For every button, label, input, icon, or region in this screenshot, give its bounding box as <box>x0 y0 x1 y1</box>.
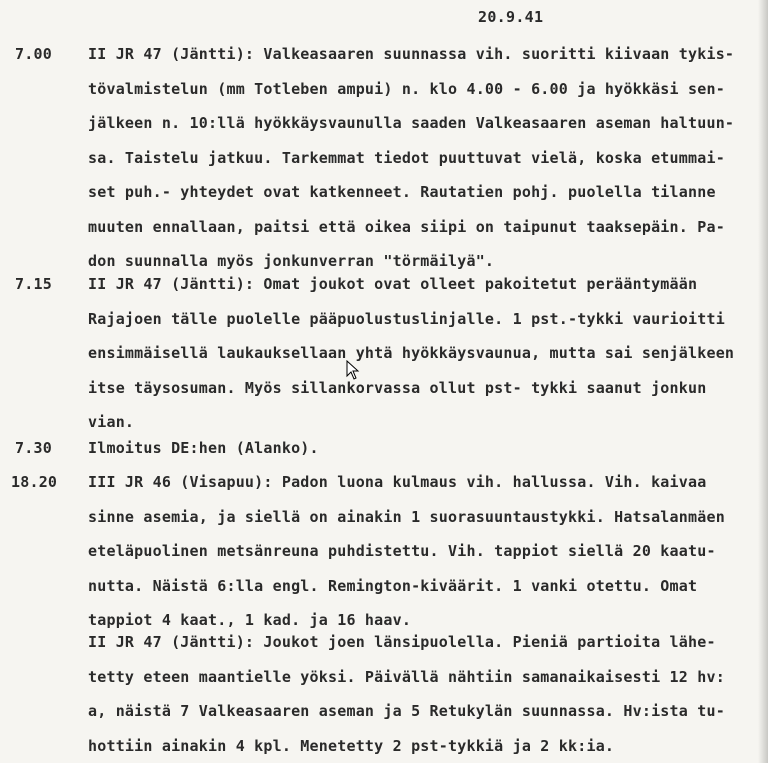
entry-line: vian. <box>88 413 135 431</box>
entry-line: tövalmistelun (mm Totleben ampui) n. klo 4.00 - 6.00 ja hyökkäsi sen- <box>88 79 725 98</box>
entry-line: II JR 47 (Jäntti): Joukot joen länsipuolella. Pieniä partioita lähe- <box>88 633 716 651</box>
entry-line: II JR 47 (Jäntti): Omat joukot ovat olleet pakoitetut perääntymään <box>88 275 698 293</box>
entry-line: eteläpuolinen metsänreuna puhdistettu. Vih. tappiot siellä 20 kaatu- <box>88 542 716 560</box>
entry-line: don suunnalla myös jonkunverran "törmäilyä". <box>88 252 495 270</box>
entry-line: set puh.- yhteydet ovat katkenneet. Rautatien pohj. puolella tilanne <box>88 183 716 201</box>
entry-text <box>88 465 725 638</box>
page-edge-shadow <box>758 0 768 763</box>
entry-line: sa. Taistelu jatkuu. Tarkemmat tiedot puuttuvat vielä, koska etummai- <box>88 148 725 167</box>
entry-time: 7.00 <box>15 45 52 63</box>
entry-time: 7.30 <box>15 439 52 457</box>
entry-line: nutta. Näistä 6:lla engl. Remington-kiväärit. 1 vanki otettu. Omat <box>88 576 698 595</box>
entry-line: Rajajoen tälle puolelle pääpuolustuslinjalle. 1 pst.-tykki vaurioitti <box>88 309 725 328</box>
entry-line: II JR 47 (Jäntti): Valkeasaaren suunnassa vih. suoritti kiivaan tykis- <box>88 45 735 63</box>
entry-line: a, näistä 7 Valkeasaaren aseman ja 5 Retukylän suunnassa. Hv:ista tu- <box>88 702 725 720</box>
entry-line: tappiot 4 kaat., 1 kad. ja 16 haav. <box>88 611 412 629</box>
mouse-cursor-icon <box>346 360 360 380</box>
entry-line: hottiin ainakin 4 kpl. Menetetty 2 pst-tykkiä ja 2 kk:ia. <box>88 736 615 755</box>
entry-line: III JR 46 (Visapuu): Padon luona kulmaus vih. hallussa. Vih. kaivaa <box>88 473 707 491</box>
entry-text <box>88 625 725 763</box>
entry-text <box>88 267 734 440</box>
document-date: 20.9.41 <box>478 8 544 26</box>
entry-line: tetty eteen maantielle yöksi. Päivällä nähtiin samanaikaisesti 12 hv: <box>88 667 725 686</box>
entry-text <box>88 37 734 279</box>
entry-line: Ilmoitus DE:hen (Alanko). <box>88 439 319 457</box>
entry-line: muuten ennallaan, paitsi että oikea siipi on taipunut taaksepäin. Pa- <box>88 217 725 236</box>
entry-time: 18.20 <box>11 473 58 491</box>
entry-line: jälkeen n. 10:llä hyökkäysvaunulla saaden Valkeasaaren aseman haltuun- <box>88 114 735 132</box>
entry-line: ensimmäisellä laukauksellaan yhtä hyökkäysvaunua, mutta sai senjälkeen <box>88 344 735 362</box>
entry-line: itse täysosuman. Myös sillankorvassa ollut pst- tykki saanut jonkun <box>88 378 707 397</box>
entry-text <box>88 431 319 466</box>
entry-time: 7.15 <box>15 275 52 293</box>
entry-line: sinne asemia, ja siellä on ainakin 1 suorasuuntaustykki. Hatsalanmäen <box>88 507 725 526</box>
